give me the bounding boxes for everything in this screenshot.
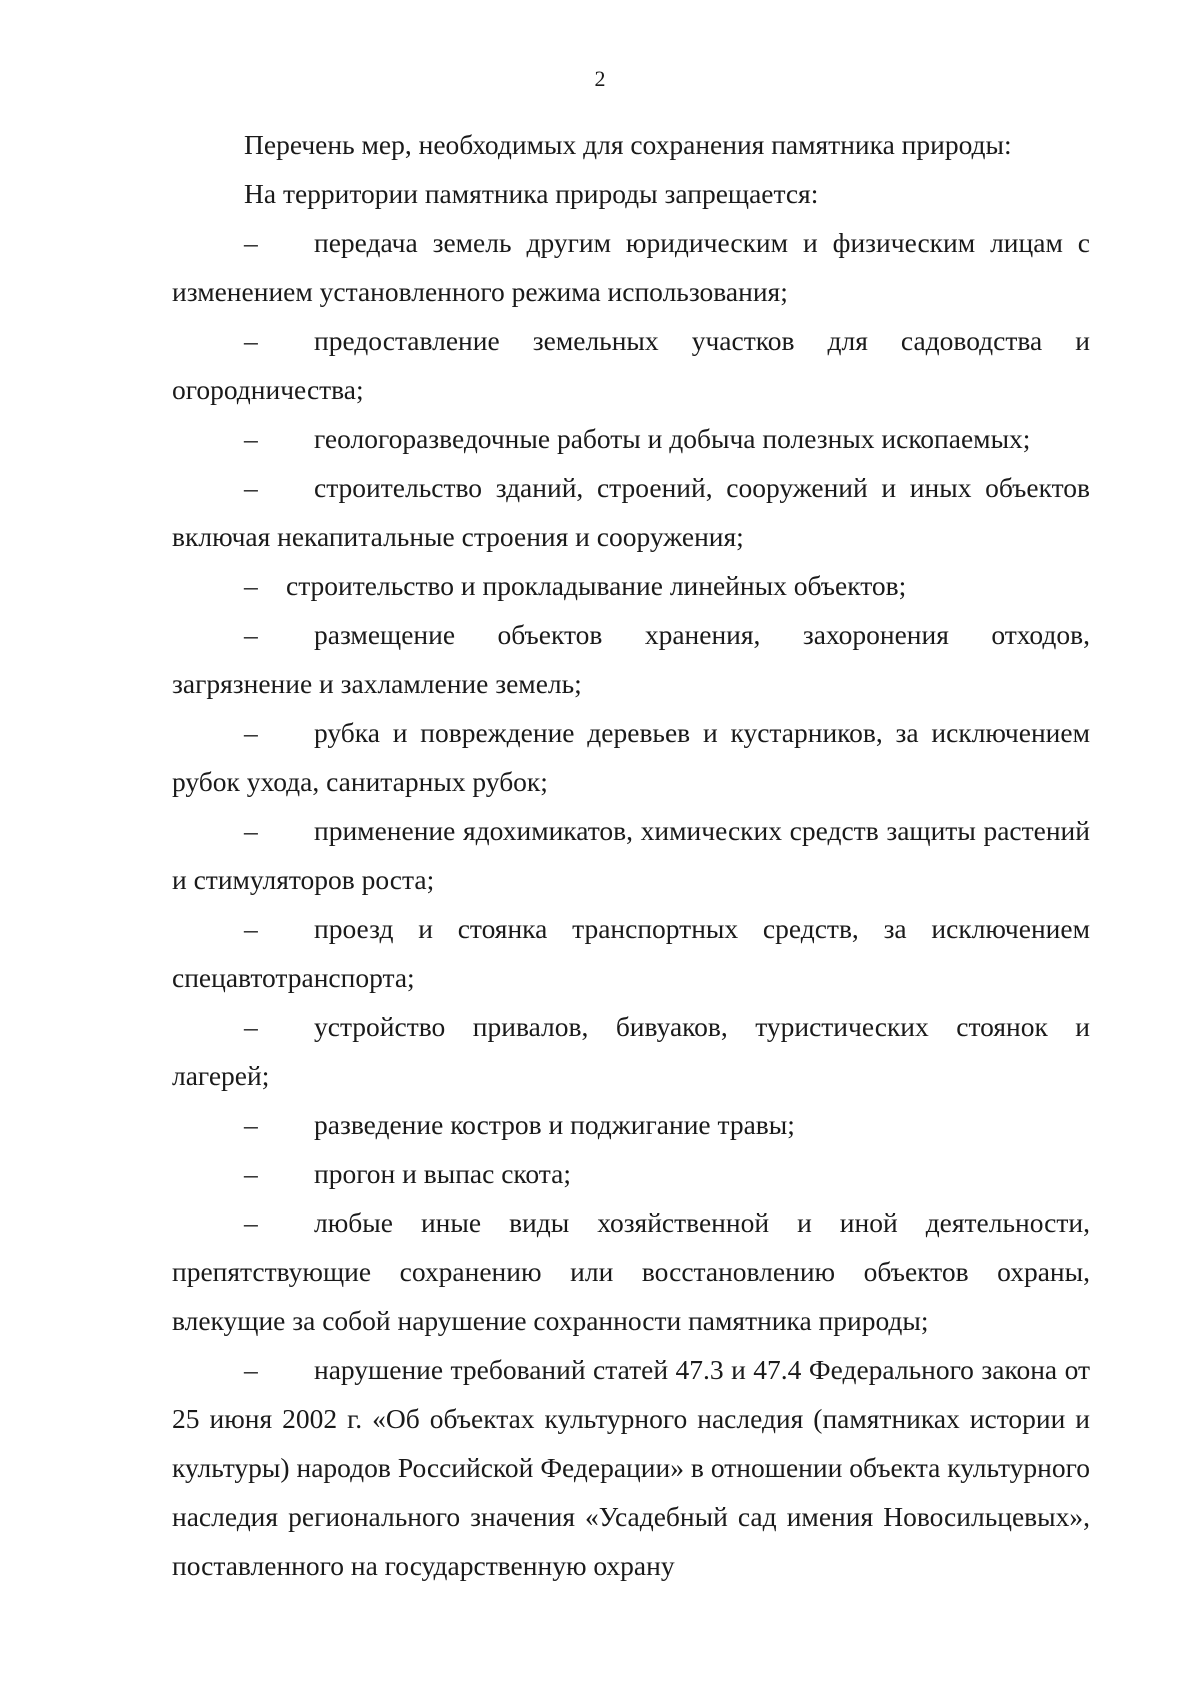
dash-bullet: – [244,1011,258,1042]
list-item-text: прогон и выпас скота; [314,1158,571,1189]
dash-bullet: – [244,1354,258,1385]
list-item-text: применение ядохимикатов, химических средств защиты растений и стимуляторов роста; [172,815,1090,895]
list-item [172,1345,1090,1590]
list-item [172,1002,1090,1100]
dash-bullet: – [244,227,258,258]
dash-bullet: – [244,1207,258,1238]
list-item [172,414,1090,463]
list-item-text: нарушение требований статей 47.3 и 47.4 Федерального закона от 25 июня 2002 г. «Об объектах культурного наследия (памятниках истории и культуры) народов Российской Федерации» в отношении объекта культурного наследия регионального значения «Усадебный сад имения Новосильцевых», поставленного на государственную охрану [172,1354,1090,1581]
list-item-text: устройство привалов, бивуаков, туристических стоянок и лагерей; [172,1011,1090,1091]
list-item-text: разведение костров и поджигание травы; [314,1109,795,1140]
dash-bullet: – [244,325,258,356]
list-item [172,708,1090,806]
page-number: 2 [594,66,606,91]
dash-bullet: – [244,1109,258,1140]
list-item [172,218,1090,316]
dash-bullet: – [244,717,258,748]
list-item [172,561,1090,610]
list-item-text: строительство и прокладывание линейных объектов; [286,570,907,601]
list-item [172,1198,1090,1345]
dash-bullet: – [244,1158,258,1189]
dash-bullet: – [244,619,258,650]
list-item-text: любые иные виды хозяйственной и иной деятельности, препятствующие сохранению или восстановлению объектов охраны, влекущие за собой нарушение сохранности памятника природы; [172,1207,1090,1336]
list-item [172,316,1090,414]
dash-bullet: – [244,423,258,454]
dash-bullet: – [244,913,258,944]
list-item [172,610,1090,708]
list-item [172,904,1090,1002]
list-item-text: размещение объектов хранения, захоронения отходов, загрязнение и захламление земель; [172,619,1090,699]
list-item [172,806,1090,904]
list-item [172,1149,1090,1198]
list-item-text: передача земель другим юридическим и физическим лицам с изменением установленного режима использования; [172,227,1090,307]
list-item-text: геологоразведочные работы и добыча полезных ископаемых; [314,423,1031,454]
document-body [172,120,1090,1590]
dash-bullet: – [244,472,258,503]
prohibited-lead: На территории памятника природы запрещается: [244,178,819,209]
list-item-text: проезд и стоянка транспортных средств, за исключением спецавтотранспорта; [172,913,1090,993]
measures-heading: Перечень мер, необходимых для сохранения памятника природы: [244,129,1012,160]
dash-bullet: – [244,815,258,846]
list-item-text: предоставление земельных участков для садоводства и огородничества; [172,325,1090,405]
list-item-text: рубка и повреждение деревьев и кустарников, за исключением рубок ухода, санитарных рубок; [172,717,1090,797]
dash-bullet: – [244,570,258,601]
list-item [172,463,1090,561]
list-item [172,1100,1090,1149]
list-item-text: строительство зданий, строений, сооружений и иных объектов включая некапитальные строения и сооружения; [172,472,1090,552]
